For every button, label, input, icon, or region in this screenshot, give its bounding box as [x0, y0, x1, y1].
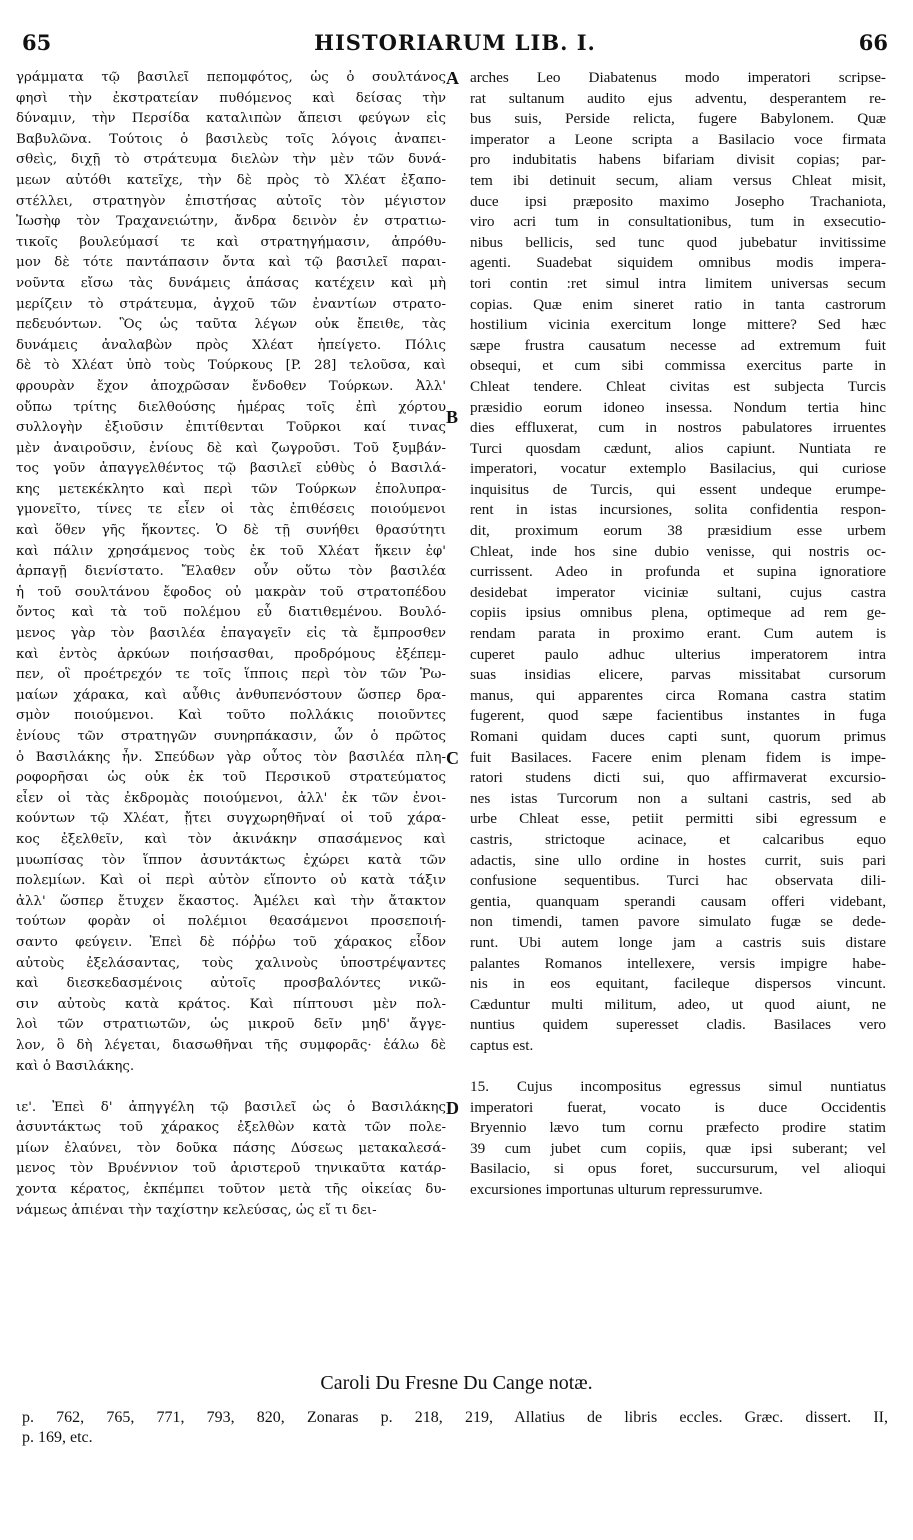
latin-line: manus, qui apparentes circa Romana castra statim	[470, 686, 886, 704]
latin-line: dies effluxerat, cum in nostros pabulatores irruentes	[470, 419, 886, 437]
latin-line: imperatori, vocatur extemplo Basilacius, qui curiose	[470, 460, 886, 478]
greek-line: μον δὲ τότε παντάπασιν ὄντα καὶ τῷ βασιλεῖ παραι-	[16, 255, 446, 271]
greek-line: δὲ τὸ Χλέατ ὑπὸ τοὺς Τούρκους [P. 28] τελοῦσα, καὶ	[16, 358, 446, 374]
latin-line: fugerent, quod sæpe facientibus instantes in fuga	[470, 707, 886, 725]
greek-line: Βαβυλῶνα. Τούτοις ὁ βασιλεὺς τοῖς λόγοις ἀναπει-	[16, 131, 446, 147]
greek-line: ἀλλ' ὥσπερ ἔτυχεν ἕκαστος. Ἀμέλει καὶ τὴν ἄτακτον	[16, 893, 446, 909]
latin-line: excursiones importunas ulturum repressurumve.	[470, 1181, 763, 1199]
greek-line: δύναμιν, τὴν Περσίδα καταλιπὼν ἄπεισι φεύγων εἰς	[16, 111, 446, 127]
latin-line: rent in istas incursiones, solita confidentia respon-	[470, 501, 886, 519]
greek-line: καὶ διεσκεδασμένοις αὐτοῖς προσβαλόντες νικῶ-	[16, 976, 446, 992]
latin-line: Bryennio lævo tum cornu præfecto prodire statim	[470, 1119, 886, 1137]
greek-line: κούντων τῷ Χλέατ, ᾔτει συγχωρηθῆναί οἱ τοῦ χάρα-	[16, 811, 446, 827]
latin-line: inquisitus de Turcis, qui essent undeque erumpe-	[470, 480, 886, 498]
greek-line: ὁ Βασιλάκης ἦν. Σπεύδων γὰρ οὗτος τὸν βασιλέα πλη-	[16, 749, 446, 765]
greek-line: νάμεως ἀπιέναι τὴν ταχίστην κελεύσας, ὡς εἴ τι δει-	[16, 1202, 377, 1218]
greek-line: μυωπίσας τὸν ἵππον ἀσυντάκτως ἐχώρει κατὰ τῶν	[16, 852, 446, 868]
greek-line: φησὶ τὴν ἐκστρατείαν πυθόμενος καὶ δείσας τὴν	[16, 90, 446, 106]
latin-line: Romani quidam duces capti sunt, quorum primus	[470, 728, 886, 745]
latin-line: 39 cum jubet cum copiis, quæ ipsi suberant; vel	[470, 1139, 886, 1157]
latin-line: pro indubitatis habens bifariam divisit copias; par-	[470, 151, 886, 169]
latin-text-column	[470, 68, 886, 1201]
latin-line: obsequi, et cum sibi commissa exercitus parte in	[470, 357, 886, 375]
latin-line: 15. Cujus incompositus egressus simul nuntiatus	[470, 1078, 886, 1096]
greek-line: ἀσυντάκτως τοῦ χάρακος ἐξελθὼν κατὰ τῶν πολε-	[16, 1120, 446, 1136]
latin-line: viro acri tum in consultationibus, tum in exsecutio-	[470, 213, 886, 231]
notes-line: p. 169, etc.	[22, 1429, 93, 1446]
latin-line: non timendi, tamen pavore simulato fugæ se dede-	[470, 913, 886, 931]
latin-line: copias. Quæ enim sineret ratio in tanta castrorum	[470, 295, 886, 313]
greek-line: οὔπω τρίτης διελθούσης ἡμέρας τοῖς ἐπὶ χόρτου	[16, 399, 446, 415]
latin-line: Basilacio, si opus foret, succursurum, vel alioqui	[470, 1160, 886, 1178]
latin-line: Chleat tendere. Chleat civitas est subjecta Turcis	[470, 377, 886, 395]
greek-line: μίων ἐλαύνει, τὸν δοῦκα πάσης Δύσεως μετακαλεσά-	[16, 1140, 446, 1156]
latin-line: agenti. Suadebat siquidem omnibus modis impera-	[470, 254, 886, 272]
greek-line: ἐνίους τῶν στρατηγῶν συνηρπάκασιν, ὧν ὁ πρῶτος	[16, 729, 446, 744]
greek-line: γράμματα τῷ βασιλεῖ πεπομφότος, ὡς ὁ σουλτάνος	[16, 70, 446, 85]
latin-line: Turci quosdam cædunt, alios capiunt. Nuntiata re	[470, 439, 886, 457]
greek-line: Ἰωσὴφ τὸν Τραχανειώτην, ἄνδρα δεινὸν ἐν στρατιω-	[16, 214, 446, 230]
greek-line: μενος γὰρ τὸν βασιλέα ἐπαγαγεῖν εἰς τὰ ἔμπροσθεν	[16, 626, 446, 642]
latin-line: arches Leo Diabatenus modo imperatori scripse-	[470, 69, 886, 86]
greek-line: αὐτοὺς ἐξελάσαντας, τοὺς χαλινοὺς ὑποστρέψαντες	[16, 955, 446, 971]
latin-line: præsidio eorum idoneo insessa. Nondum tertia hinc	[470, 398, 886, 416]
greek-line: στέλλει, στρατηγὸν ἐπιστήσας αὐτοῖς τὸν μέγιστον	[16, 193, 446, 209]
section-letter-a: A	[446, 68, 459, 88]
running-header	[22, 30, 888, 60]
latin-line: bus suis, Perside relicta, fugere Babylonem. Quæ	[470, 110, 886, 128]
greek-line: ἁρπαγῇ διενίστατο. Ἔλαθεν οὖν οὕτω τὸν βασιλέα	[16, 564, 446, 580]
latin-line: tem ibi detinuit secum, aliam versus Chleat misit,	[470, 171, 886, 189]
greek-line: μενος τὸν Βρυέννιον τοῦ ἀριστεροῦ τηνικαῦτα κατάρ-	[16, 1161, 446, 1177]
greek-line: ὄντος καὶ τὰ τοῦ πολέμου εὖ διατιθεμένου. Βουλό-	[16, 605, 446, 621]
notes-heading: Caroli Du Fresne Du Cange notæ.	[320, 1372, 593, 1394]
greek-line: γμονεῖτο, τίνες τε εἶεν οἱ τὰς ἐπιθέσεις ποιούμενοι	[16, 502, 446, 518]
latin-line	[470, 1057, 886, 1078]
greek-line: νοῦντα εἴσω τὰς δυνάμεις ἁπάσας κατέχειν καὶ μὴ	[16, 275, 446, 291]
greek-line: σθεὶς, διχῇ τὸ στράτευμα διελὼν τὴν μὲν τῶν δυνά-	[16, 152, 446, 168]
latin-line: Cæduntur multi militum, adeo, ut quod aiunt, ne	[470, 995, 886, 1013]
greek-line: σμὸν ποιούμενοι. Καὶ τοῦτο πολλάκις ποιοῦντες	[16, 708, 446, 724]
page-number-right: 66	[858, 30, 888, 55]
greek-line: σαντο φεύγειν. Ἐπεὶ δὲ πόῤῥω τοῦ χάρακος εἶδον	[16, 934, 446, 950]
greek-line: καὶ ὅθεν γῆς ἥκοντες. Ὁ δὲ τῇ συνήθει θρασύτητι	[16, 523, 446, 539]
latin-line: palantes Romanos intellexere, versis impigre habe-	[470, 954, 886, 972]
section-letter-b: B	[446, 407, 459, 427]
latin-line: ratori studens dicti sui, quo affirmaverat excursio-	[470, 769, 886, 787]
latin-line: imperator a Leone scripta a Basilacio voce firmata	[470, 130, 886, 148]
greek-line: ιε'. Ἐπεὶ δ' ἀπηγγέλη τῷ βασιλεῖ ὡς ὁ Βασιλάκης	[16, 1099, 446, 1115]
greek-line: πολεμίων. Καὶ οἱ περὶ αὐτὸν εἵποντο οὐ κατὰ τάξιν	[16, 873, 446, 889]
greek-line: καὶ ἐντὸς ἀρκύων ποιήσασθαι, προδρόμους ἐξέπεμ-	[16, 646, 446, 662]
page-number-left: 65	[22, 30, 52, 55]
latin-line: gentia, quanquam sperandi causam offeri videbant,	[470, 892, 886, 910]
greek-line: εἶεν οἱ τὰς ἐκδρομὰς ποιούμενοι, ἀλλ' ἐκ τῶν ἐνοι-	[16, 790, 446, 806]
greek-line: φρουρὰν ἔχον ἀποχρῶσαν ἔνδοθεν Τούρκων. Ἀλλ'	[16, 378, 446, 394]
greek-line: δυνάμεις ἀναλαβὼν πρὸς Χλέατ ἠπείγετο. Πόλις	[16, 337, 446, 353]
greek-line: μερίζειν τὸ στράτευμα, ἀγχοῦ τῶν ἐναντίων στρατο-	[16, 296, 446, 312]
greek-line: ροφορῆσαι ὡς οὐκ ἐκ τοῦ Περσικοῦ στρατεύματος	[16, 770, 446, 786]
greek-text-column	[16, 68, 446, 1221]
latin-line: rat sultanum audito ejus adventu, desperantem re-	[470, 89, 886, 107]
latin-line: nes istas Turcorum non a sultani castris, sed ab	[470, 789, 886, 807]
greek-line: σιν αὐτοὺς κατὰ κράτος. Καὶ πίπτουσι μὲν πολ-	[16, 996, 446, 1012]
greek-line: μὲν ἀναιροῦσιν, ἐνίους δὲ καὶ ζωγροῦσι. Τοῦ ξυμβάν-	[16, 440, 446, 456]
latin-line: confusione sequentibus. Turci hac observata dili-	[470, 872, 886, 890]
latin-line: adactis, sine ullo ordine in hostes currit, suis pari	[470, 851, 886, 869]
latin-line: hostilium vicinia exercitum longe mittere? Sed hæc	[470, 316, 886, 334]
notes-text	[22, 1408, 888, 1448]
latin-line: duce ipsi præposito maximo Josepho Trachaniota,	[470, 192, 886, 210]
latin-line: fuit Basilaces. Facere enim plenam fidem is impe-	[470, 748, 886, 766]
greek-line: τος γοῦν ἀπαγγελθέντος τῷ βασιλεῖ εὐθὺς ὁ Βασιλά-	[16, 461, 446, 477]
greek-line: χοντα κέρατος, ἐκπέμπει τοῦτον μετὰ τῆς οἰκείας δυ-	[16, 1182, 446, 1198]
latin-line: nibus bellicis, sed tunc quod jubebatur invitissime	[470, 233, 886, 251]
latin-line: cuperet paulo adhuc ulterius imperatorem intra	[470, 645, 886, 663]
latin-line: nuntius quidem superesset cladis. Basilaces vero	[470, 1016, 886, 1034]
greek-line: λοὶ τῶν στρατιωτῶν, ὡς μικροῦ δεῖν μηδ' ἄγγε-	[16, 1017, 446, 1033]
greek-line	[16, 1077, 446, 1098]
greek-line: ἡ τοῦ σουλτάνου ἔφοδος οὐ μακρὰν τοῦ στρατοπέδου	[16, 584, 446, 600]
latin-line: desidebat imperator viciniæ sultani, cujus castra	[470, 583, 886, 601]
latin-line: imperatori fuerat, vocato is duce Occidentis	[470, 1098, 886, 1116]
latin-line: copiis ipsius omnibus plena, optimeque ad rem ge-	[470, 604, 886, 622]
latin-line: runt. Ubi autem longe jam a castris suis distare	[470, 933, 886, 951]
greek-line: κος ἐξελθεῖν, καὶ τὸν ἀκινάκην σπασάμενος καὶ	[16, 831, 446, 847]
latin-line: captus est.	[470, 1036, 534, 1054]
greek-line: τούτων φορὰν οἱ πολέμιοι θεασάμενοι προσεποιή-	[16, 914, 446, 930]
section-letter-c: C	[446, 748, 459, 768]
greek-line: καὶ πάλιν χρησάμενος τοὺς ἐκ τοῦ Χλέατ ἥκειν ἐφ'	[16, 543, 446, 559]
greek-line: καὶ ὁ Βασιλάκης.	[16, 1058, 135, 1074]
latin-line: dit, proximum eorum 38 præsidium esse urbem	[470, 522, 886, 540]
running-title: HISTORIARUM LIB. I.	[314, 30, 596, 55]
latin-line: tori contin :ret simul intra limitem universas secum	[470, 274, 886, 292]
latin-line: Chleat, inde hos sine dubio venisse, qui nostris oc-	[470, 542, 886, 560]
greek-line: πεδευόντων. Ὃς ὡς ταῦτα λέγων οὐκ ἔπειθε, τὰς	[16, 317, 446, 333]
greek-line: κης μετεκέκλητο καὶ περὶ τῶν Τούρκων ἐπολυπρα-	[16, 481, 446, 497]
section-letter-d: D	[446, 1098, 459, 1118]
greek-line: πεν, οἳ προέτρεχόν τε τοῖς ἵπποις περὶ τὸν τῶν Ῥω-	[16, 667, 446, 683]
latin-line: nis in eos equitant, facileque dispersos vincunt.	[470, 975, 886, 993]
latin-line: urbe Chleat esse, petiit permitti sibi egressum e	[470, 810, 886, 828]
latin-line: castris, strictoque acinace, et calcaribus equo	[470, 830, 886, 848]
latin-line: rendam parata in proximo erant. Cum autem is	[470, 625, 886, 643]
latin-line: sæpe frustra causatum necesse ad extremum fuit	[470, 336, 886, 354]
latin-line: suas insidias elicere, parvas missitabat cursorum	[470, 666, 886, 684]
latin-line: currissent. Adeo in profunda et supina ignoratiore	[470, 563, 886, 581]
greek-line: συλλογὴν ἐξιοῦσιν ἐπιτίθενται Τοῦρκοι καί τινας	[16, 420, 446, 436]
greek-line: μαίων χάρακα, καὶ αὖθις ἀνθυπενόστουν ὥσπερ δρα-	[16, 687, 446, 703]
notes-line: p. 762, 765, 771, 793, 820, Zonaras p. 218, 219, Allatius de libris eccles. Græc. dissert. II,	[22, 1409, 888, 1426]
greek-line: μεων αὐτόθι κατεῖχε, τὴν δὲ πρὸς τὸ Χλέατ ἐξαπο-	[16, 172, 446, 188]
greek-line: τικοῖς βουλεύμασί τε καὶ στρατηγήμασιν, ἀπρόθυ-	[16, 234, 446, 250]
greek-line: λον, ὃ δὴ λέγεται, διασωθῆναι τῆς συμφορᾶς· ἑάλω δὲ	[16, 1037, 446, 1053]
